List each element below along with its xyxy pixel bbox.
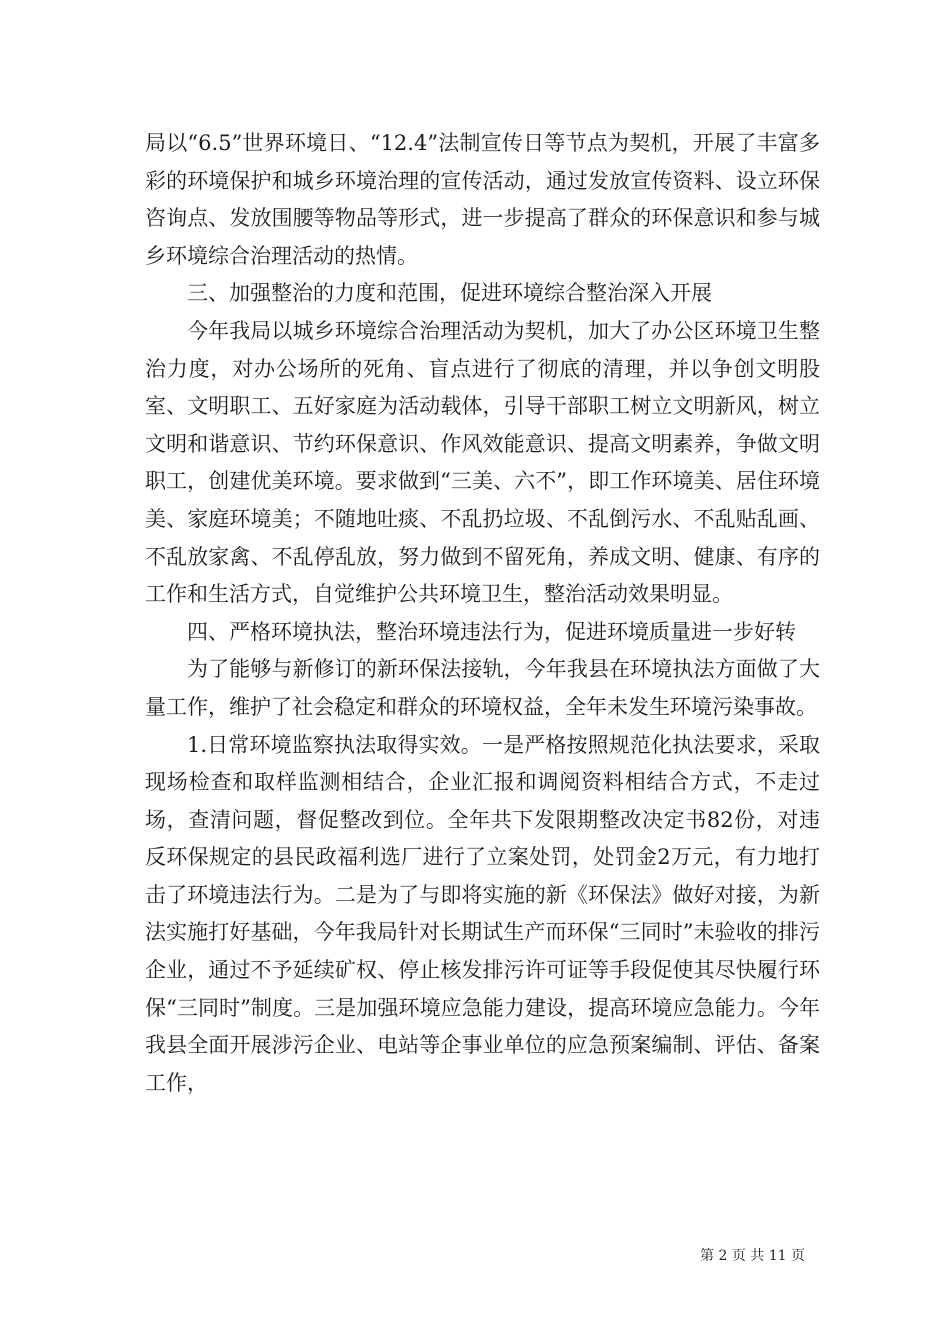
section-heading-four: 四、严格环境执法，整治环境违法行为，促进环境质量进一步好转 (187, 619, 796, 644)
page-number-footer: 第 2 页 共 11 页 (700, 1248, 805, 1264)
section-heading-three: 三、加强整治的力度和范围，促进环境综合整治深入开展 (187, 281, 712, 306)
paragraph-enforcement-intro: 为了能够与新修订的新环保法接轨，今年我县在环境执法方面做了大量工作，维护了社会稳定和群众的环境权益，全年未发生环境污染事故。 (145, 657, 820, 719)
paragraph-intro-continuation: 局以“6.5”世界环境日、“12.4”法制宣传日等节点为契机，开展了丰富多彩的环境保护和城乡环境治理的宣传活动，通过发放宣传资料、设立环保咨询点、发放围腰等物品等形式，进一步提高了群众的环保意识和参与城乡环境综合治理活动的热情。 (145, 131, 820, 268)
paragraph-daily-supervision: 1.日常环境监察执法取得实效。一是严格按照规范化执法要求，采取现场检查和取样监测相结合，企业汇报和调阅资料相结合方式，不走过场，查清问题，督促整改到位。全年共下发限期整改决定书82份，对违反环保规定的县民政福利选厂进行了立案处罚，处罚金2万元，有力地打击了环境违法行为。二是为了与即将实施的新《环保法》做好对接，为新法实施打好基础，今年我局针对长期试生产而环保“三同时”未验收的排污企业，通过不予延续矿权、停止核发排污许可证等手段促使其尽快履行环保“三同时”制度。三是加强环境应急能力建设，提高环境应急能力。今年我县全面开展涉污企业、电站等企事业单位的应急预案编制、评估、备案工作， (145, 732, 820, 1095)
document-body (145, 125, 820, 1102)
paragraph-office-cleanup: 今年我局以城乡环境综合治理活动为契机，加大了办公区环境卫生整治力度，对办公场所的死角、盲点进行了彻底的清理，并以争创文明股室、文明职工、五好家庭为活动载体，引导干部职工树立文明新风，树立文明和谐意识、节约环保意识、作风效能意识、提高文明素养，争做文明职工，创建优美环境。要求做到“三美、六不”，即工作环境美、居住环境美、家庭环境美；不随地吐痰、不乱扔垃圾、不乱倒污水、不乱贴乱画、不乱放家禽、不乱停乱放，努力做到不留死角，养成文明、健康、有序的工作和生活方式，自觉维护公共环境卫生，整治活动效果明显。 (145, 318, 820, 607)
